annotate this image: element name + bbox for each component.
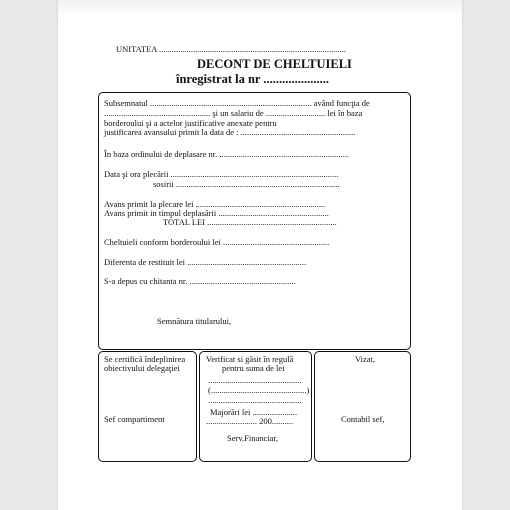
subsemnatul-line: Subsemnatul ............................................................................ având funcţia de — [104, 98, 370, 108]
avans-data-line: justificarea avansului primit la data de : ...................................................... — [104, 127, 356, 137]
verificare-box — [199, 351, 312, 462]
viza-box — [314, 351, 411, 462]
borderou-line: borderoului şi a actelor justificative anexate pentru — [104, 118, 277, 128]
data-sosirii-line: sosirii ............................................................................. — [153, 179, 340, 189]
chitanta-line: S-a depus cu chitanta nr. .................................................. — [104, 276, 296, 286]
diferenta-line: Diferenta de restituit lei ........................................................ — [104, 257, 307, 267]
document-title: DECONT DE CHELTUIELI — [197, 57, 352, 71]
suma-litere-field: (.............................................) — [208, 385, 310, 395]
certificare-line1: Se certifică îndeplinirea — [104, 354, 186, 364]
unitatea-line: UNITATEA ........................................................................................ — [116, 44, 346, 54]
serv-financiar: Serv.Financiar, — [227, 433, 279, 443]
certificare-line2: obiectivului delegaţiei — [104, 363, 180, 373]
majorari-line: Majorări lei ..................... — [210, 407, 298, 417]
salariu-line: .................................................. şi un salariu de ............................ lei în baza — [104, 108, 363, 118]
suma-cifre-field: ............................................ — [208, 375, 302, 385]
document-page — [58, 0, 462, 510]
document-subtitle: înregistrat la nr ..................... — [176, 72, 330, 86]
cheltuieli-line: Cheltuieli conform borderoului lei .................................................. — [104, 237, 330, 247]
semnatura-titular: Semnătura titularului, — [157, 316, 232, 326]
vizat-label: Vizat, — [355, 354, 376, 364]
certificare-box — [98, 351, 197, 462]
main-form-box — [98, 92, 411, 350]
sef-compartiment: Sef compartiment — [104, 414, 165, 424]
verificat-line1: Verificat si găsit în regulă — [206, 354, 294, 364]
avans-deplasare-line: Avans primit in timpul deplasării .................................................... — [104, 208, 329, 218]
page-top-shading — [58, 0, 462, 18]
total-lei-line: TOTAL LEI ............................................................. — [163, 217, 337, 227]
contabil-sef: Contabil sef, — [341, 414, 385, 424]
data-plecarii-line: Data şi ora plecării ............................................................................... — [104, 169, 339, 179]
avans-plecare-line: Avans primit la plecare lei ............................................................. — [104, 199, 326, 209]
data-an-line: ........................ 200.......... — [206, 416, 294, 426]
verificat-line2: pentru suma de lei — [222, 363, 285, 373]
suma-extra-field: ............................................ — [208, 395, 302, 405]
ordin-deplasare-line: În baza ordinului de deplasare nr. ............................................................. — [104, 149, 350, 159]
